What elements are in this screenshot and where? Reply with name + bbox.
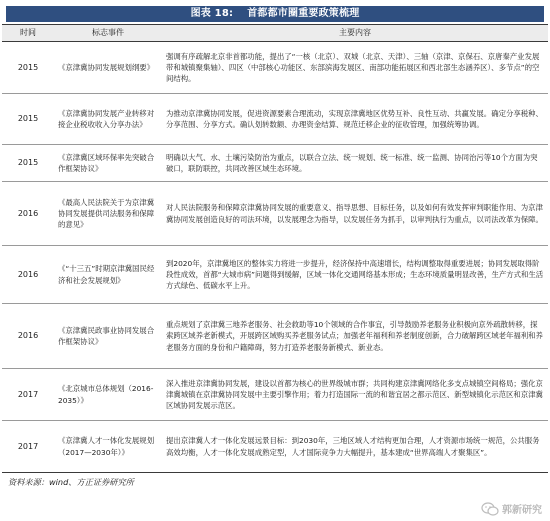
- table-row: [2, 246, 548, 304]
- row-event: 《京津冀民政事业协同发展合作框架协议》: [54, 304, 162, 369]
- row-event: 《京津冀区域环保率先突破合作框架协议》: [54, 145, 162, 182]
- header-time: 时间: [2, 25, 54, 42]
- wechat-icon: [481, 502, 499, 516]
- row-year: 2016: [2, 246, 54, 304]
- table-row: [2, 94, 548, 145]
- table-row: [2, 304, 548, 369]
- row-event: 《“十三五”时期京津冀国民经济和社会发展规划》: [54, 246, 162, 304]
- header-event: 标志事件: [54, 25, 162, 42]
- figure-title-bar: [6, 6, 544, 22]
- row-content: 强调有序疏解北京非首都功能，提出了“一核（北京）、双城（北京、天津）、三轴（京津、京保石、京唐秦产业发展带和城镇聚集轴）、四区（中部核心功能区、东部滨海发展区、南部功能拓展区和西北部生态涵养区）、多节点”的空间结构。: [162, 42, 548, 94]
- table-row: [2, 369, 548, 421]
- header-content: 主要内容: [162, 25, 548, 42]
- table-row: [2, 182, 548, 246]
- policy-table: [2, 24, 548, 473]
- row-content: 明确以大气、水、土壤污染防治为重点，以联合立法、统一规划、统一标准、统一监测、协同治污等10个方面为突破口，联防联控，共同改善区域生态环境。: [162, 145, 548, 182]
- row-content: 到2020年，京津冀地区的整体实力将进一步提升，经济保持中高速增长，结构调整取得重要进展；协同发展取得阶段性成效，首都“大城市病”问题得到缓解，区域一体化交通网络基本形成；生态环境质量明显改善，生产方式和生活方式绿色、低碳水平上升。: [162, 246, 548, 304]
- row-year: 2017: [2, 421, 54, 473]
- row-event: 《京津冀协同发展规划纲要》: [54, 42, 162, 94]
- figure-label: 图表 18:: [190, 8, 234, 19]
- figure-title: 首都都市圈重要政策梳理: [247, 8, 360, 19]
- table-row: [2, 145, 548, 182]
- row-year: 2015: [2, 42, 54, 94]
- table-header-row: [2, 25, 548, 42]
- row-year: 2015: [2, 145, 54, 182]
- row-year: 2017: [2, 369, 54, 421]
- watermark-text: 郭新研究: [502, 505, 542, 516]
- watermark: [481, 501, 542, 516]
- source-note: 资料来源：wind、方正证券研究所: [8, 477, 134, 487]
- row-content: 为推动京津冀协同发展，促进资源要素合理流动，实现京津冀地区优势互补、良性互动、共赢发展。确定分享税种、分享范围、分享方式。确认划转数额、办理资金结算、规范迁移企业的征收管理，加强统筹协调。: [162, 94, 548, 145]
- row-event: 《京津冀协同发展产业转移对接企业税收收入分享办法》: [54, 94, 162, 145]
- row-event: 《北京城市总体规划（2016-2035）》: [54, 369, 162, 421]
- table-row: [2, 421, 548, 473]
- row-event: 《京津冀人才一体化发展规划（2017—2030年）》: [54, 421, 162, 473]
- row-content: 对人民法院服务和保障京津冀协同发展的重要意义、指导思想、目标任务，以及如何有效发挥审判职能作用、为京津冀协同发展创造良好的司法环境，以发展理念为指导，以发展任务为抓手，以审判执行为重点，以司法改革为保障。: [162, 182, 548, 246]
- table-row: [2, 42, 548, 94]
- row-content: 提出京津冀人才一体化发展远景目标：到2030年，三地区域人才结构更加合理，人才资源市场统一规范，公共服务高效均衡，人才一体化发展成熟定型，人才国际竞争力大幅提升，基本建成“世界高端人才聚集区”。: [162, 421, 548, 473]
- row-year: 2015: [2, 94, 54, 145]
- row-content: 深入推进京津冀协同发展，建设以首都为核心的世界级城市群；共同构建京津冀网络化多支点城镇空间格局；强化京津冀城镇在京津冀协同发展中主要引擎作用；着力打造国际一流的和谐宜居之都示范区、新型城镇化示范区和京津冀区域协同发展示范区。: [162, 369, 548, 421]
- row-year: 2016: [2, 182, 54, 246]
- row-content: 重点规划了京津冀三地养老服务、社会救助等10个领域的合作事宜，引导鼓励养老服务业积极向京外疏散转移，探索跨区域养老新模式，开展跨区域购买养老服务试点；加强老年福利和养老制度创新，合力破解跨区域老年福利和养老服务方面的身份和户籍障碍，努力打造养老服务新模式、新业态。: [162, 304, 548, 369]
- row-event: 《最高人民法院关于为京津冀协同发展提供司法服务和保障的意见》: [54, 182, 162, 246]
- row-year: 2016: [2, 304, 54, 369]
